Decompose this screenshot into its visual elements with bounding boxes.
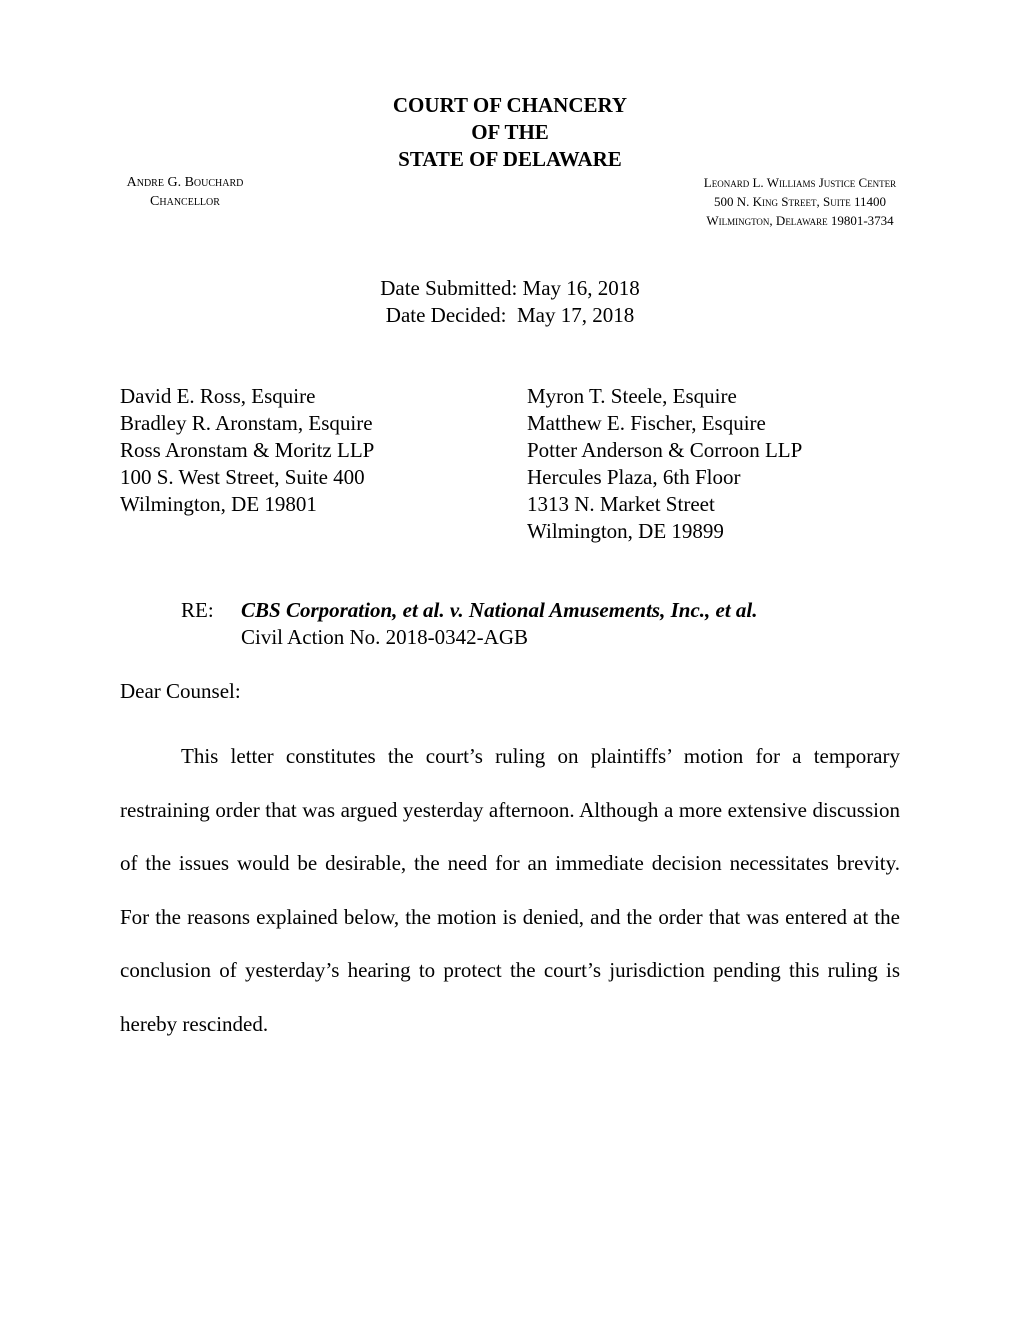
court-title <box>0 92 1020 173</box>
case-title: CBS Corporation, et al. v. National Amusements, Inc., et al. <box>241 598 758 622</box>
judge-name: Andre G. Bouchard <box>126 175 244 190</box>
court-title-line-3: STATE OF DELAWARE <box>398 147 622 171</box>
counsel-line: Potter Anderson & Corroon LLP <box>527 438 803 462</box>
salutation: Dear Counsel: <box>120 679 241 703</box>
counsel-left <box>120 383 374 518</box>
counsel-line: David E. Ross, Esquire <box>120 384 316 408</box>
address-line-1: Leonard L. Williams Justice Center <box>703 175 897 190</box>
counsel-line: Ross Aronstam & Moritz LLP <box>120 438 375 462</box>
counsel-line: 1313 N. Market Street <box>527 492 715 516</box>
counsel-right <box>527 383 802 545</box>
date-decided: Date Decided: May 17, 2018 <box>385 303 635 327</box>
court-title-line-1: COURT OF CHANCERY <box>392 93 628 117</box>
court-title-line-2: OF THE <box>471 120 549 144</box>
body-paragraph: This letter constitutes the court’s ruling on plaintiffs’ motion for a temporary restraining order that was argued yesterday afternoon. Although a more extensive discussion of the issues would be desirable, the need for an immediate decision necessitates brevity. For the reasons explained below, the motion is denied, and the order that was entered at the conclusion of yesterday’s hearing to protect the court’s jurisdiction pending this ruling is hereby rescinded. <box>120 744 900 1036</box>
counsel-line: Wilmington, DE 19899 <box>527 519 724 543</box>
counsel-line: Hercules Plaza, 6th Floor <box>527 465 741 489</box>
dates-block <box>0 275 1020 329</box>
counsel-line: 100 S. West Street, Suite 400 <box>120 465 365 489</box>
counsel-line: Matthew E. Fischer, Esquire <box>527 411 766 435</box>
counsel-line: Wilmington, DE 19801 <box>120 492 317 516</box>
counsel-line: Myron T. Steele, Esquire <box>527 384 737 408</box>
address-line-3: Wilmington, Delaware 19801-3734 <box>706 213 894 228</box>
re-label: RE: <box>181 598 214 622</box>
court-address-block <box>660 173 940 230</box>
counsel-line: Bradley R. Aronstam, Esquire <box>120 411 373 435</box>
case-number: Civil Action No. 2018-0342-AGB <box>241 625 528 649</box>
chancellor-block <box>100 173 270 211</box>
re-block <box>241 597 758 651</box>
address-line-2: 500 N. King Street, Suite 11400 <box>714 194 886 209</box>
date-submitted: Date Submitted: May 16, 2018 <box>380 276 640 300</box>
judge-title: Chancellor <box>150 194 220 209</box>
